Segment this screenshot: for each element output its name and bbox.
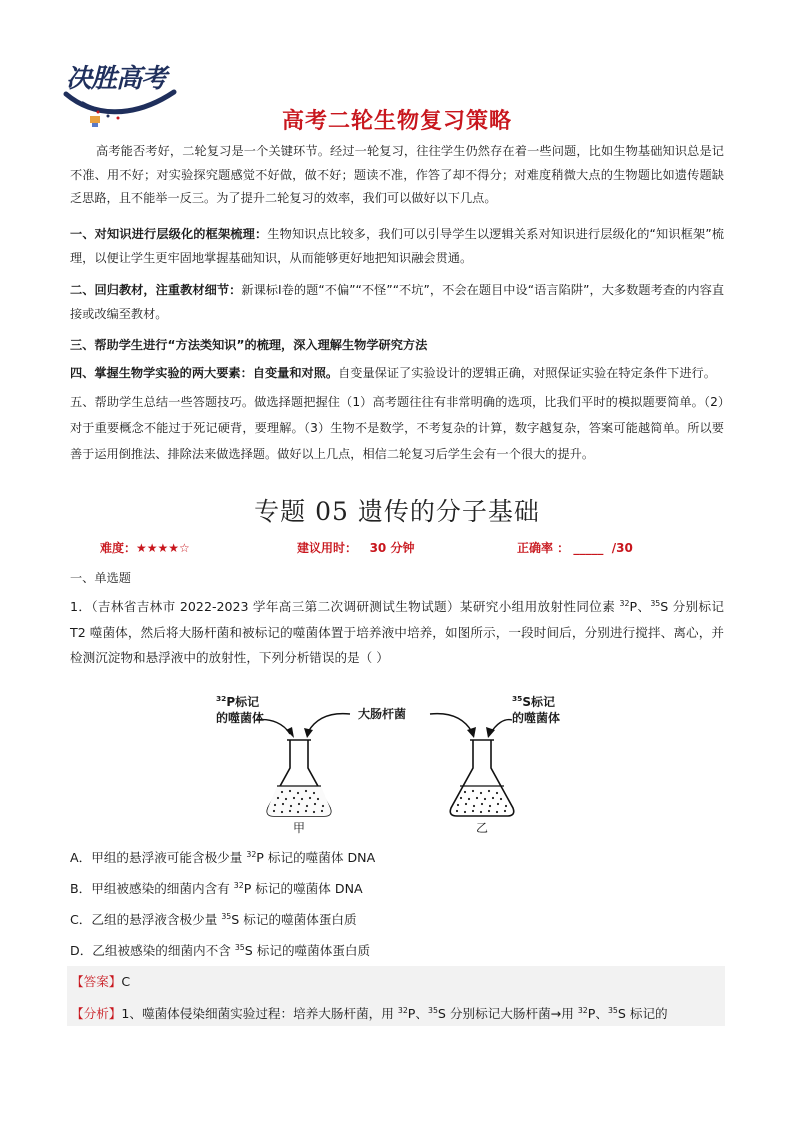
option-text: P 标记的噬菌体 DNA — [256, 850, 376, 865]
option-letter: C． — [70, 912, 92, 927]
point-heading: 二、回归教材，注重教材细节： — [70, 283, 242, 297]
point-text: 五、帮助学生总结一些答题技巧。做选择题把握住（1）高考题往往有非常明确的选项，比我们平时的模拟题要简单。（2）对于重要概念不能过于死记硬背，要理解。（3）生物不是数学，不考复杂的计算，数字越复杂，答案可能越简单。所以要善于运用倒推法、排除法来做选择题。做好以上几点，相信二轮复习后学生会有一个很大的提升。 — [70, 395, 724, 461]
point-heading: 一、对知识进行层级化的框架梳理： — [70, 227, 268, 241]
page-title: 高考二轮生物复习策略 — [281, 109, 512, 134]
accuracy-label: 正确率 ： — [517, 541, 570, 555]
analysis-row — [71, 1003, 668, 1022]
question-text: P、 — [629, 599, 651, 614]
isotope-superscript: 32 — [577, 1005, 588, 1015]
difficulty-meta — [100, 539, 190, 556]
difficulty-label: 难度： — [100, 541, 137, 555]
section-heading: 一、单选题 — [70, 571, 131, 585]
answer-value: C — [121, 974, 131, 989]
figure-center-label: 大肠杆菌 — [358, 707, 407, 721]
isotope-superscript: 35 — [221, 911, 232, 921]
logo-text: 决胜高考 — [66, 64, 167, 94]
arrow-center-right — [430, 714, 472, 732]
time-value: 30 分钟 — [369, 541, 415, 555]
point-text: 自变量保证了实验设计的逻辑正确，对照保证实验在特定条件下进行。 — [338, 366, 716, 380]
isotope-superscript: 35 — [607, 1005, 618, 1015]
flask-right-dots — [456, 790, 507, 813]
point-text: 新课标Ⅰ卷的题“不偏”“不怪”“不坑”，不会在题目中设“语言陷阱”，大多数题考查的内容直接或改编至教材。 — [70, 283, 725, 321]
strategy-point-4 — [70, 361, 724, 385]
analysis-tag: 【分析】 — [71, 1006, 122, 1021]
figure-right-label — [512, 694, 560, 726]
point-text: 生物知识点比较多，我们可以引导学生以逻辑关系对知识进行层级化的“知识框架”梳理，以便让学生更牢固地掌握基础知识，从而能够更好地把知识融会贯通。 — [70, 227, 724, 265]
option-c[interactable] — [70, 909, 357, 928]
analysis-text: S 标记的 — [617, 1006, 668, 1021]
option-text: S 标记的噬菌体蛋白质 — [231, 912, 357, 927]
option-letter: D． — [70, 943, 93, 958]
question-text: S 分别标记 T2 噬菌体，然后将大肠杆菌和被标记的噬菌体置于培养液中培养，如图所示，一段时间后，分别进行搅拌、离心，并检测沉淀物和悬浮液中的放射性，下列分析错误的是（ ） — [70, 599, 724, 665]
option-text: S 标记的噬菌体蛋白质 — [244, 943, 371, 958]
label-line: P标记 — [226, 695, 260, 709]
option-d[interactable] — [70, 940, 370, 959]
time-meta — [297, 539, 414, 556]
question-1 — [70, 594, 724, 671]
option-a[interactable] — [70, 847, 375, 866]
option-text: 甲组的悬浮液可能含极少量 — [91, 850, 247, 865]
analysis-text: P、 — [407, 1006, 428, 1021]
point-heading: 三、帮助学生进行“方法类知识”的梳理，深入理解生物学研究方法 — [70, 338, 428, 352]
intro-paragraph: 高考能否考好，二轮复习是一个关键环节。经过一轮复习，往往学生仍然存在着一些问题，比如生物基础知识总是记不准、用不好；对实验探究题感觉不好做，做不好；题读不准，作答了却不得分；对难度稍微大点的生物题比如遗传题缺乏思路，且不能举一反三。为了提升二轮复习的效率，我们可以做好以下几点。 — [70, 144, 724, 205]
option-text: 甲组被感染的细菌内含有 — [91, 881, 234, 896]
strategy-point-3 — [70, 333, 724, 357]
option-text: 乙组的悬浮液含极少量 — [91, 912, 222, 927]
label-line: 的噬菌体 — [512, 711, 561, 725]
option-text: 乙组被感染的细菌内不含 — [92, 943, 235, 958]
isotope-superscript: 32 — [246, 849, 257, 859]
answer-panel — [67, 966, 725, 1026]
accuracy-blank: _____ — [573, 541, 604, 555]
question-text: 某研究小组用放射性同位素 — [459, 599, 620, 614]
arrow-center-left — [308, 714, 350, 732]
accuracy-total: /30 — [611, 541, 633, 555]
question-number: 1． — [70, 599, 92, 614]
difficulty-stars-icon: ★★★★☆ — [136, 541, 190, 555]
option-text: P 标记的噬菌体 DNA — [243, 881, 363, 896]
strategy-point-2 — [70, 278, 724, 326]
isotope-superscript: 35 — [428, 1005, 438, 1015]
experiment-figure — [212, 690, 592, 840]
isotope-superscript: 32 — [619, 598, 630, 608]
isotope-superscript: 32 — [216, 694, 227, 703]
isotope-superscript: 35 — [512, 694, 523, 703]
analysis-text: S 分别标记大肠杆菌→用 — [437, 1006, 578, 1021]
flask-right-caption: 乙 — [476, 821, 489, 835]
strategy-point-1 — [70, 222, 724, 270]
answer-row — [71, 971, 130, 990]
accuracy-meta — [517, 539, 633, 556]
label-line: 的噬菌体 — [216, 711, 265, 725]
time-label: 建议用时： — [297, 541, 358, 555]
strategy-point-5 — [70, 389, 724, 467]
label-line: S标记 — [522, 695, 556, 709]
analysis-text: P、 — [587, 1006, 608, 1021]
isotope-superscript: 32 — [233, 880, 244, 890]
isotope-superscript: 32 — [397, 1005, 408, 1015]
figure-left-label — [216, 694, 264, 726]
option-letter: B． — [70, 881, 92, 896]
question-source: （吉林省吉林市 2022-2023 学年高三第二次调研测试生物试题） — [91, 599, 460, 614]
analysis-text: 1、噬菌体侵染细菌实验过程：培养大肠杆菌，用 — [121, 1006, 398, 1021]
option-b[interactable] — [70, 878, 363, 897]
topic-heading: 专题 05 遗传的分子基础 — [254, 497, 540, 526]
option-letter: A． — [70, 850, 92, 865]
flask-left-caption: 甲 — [293, 821, 306, 835]
isotope-superscript: 35 — [234, 942, 245, 952]
answer-tag: 【答案】 — [71, 974, 122, 989]
isotope-superscript: 35 — [650, 598, 661, 608]
point-heading: 四、掌握生物学实验的两大要素：自变量和对照。 — [70, 366, 339, 380]
